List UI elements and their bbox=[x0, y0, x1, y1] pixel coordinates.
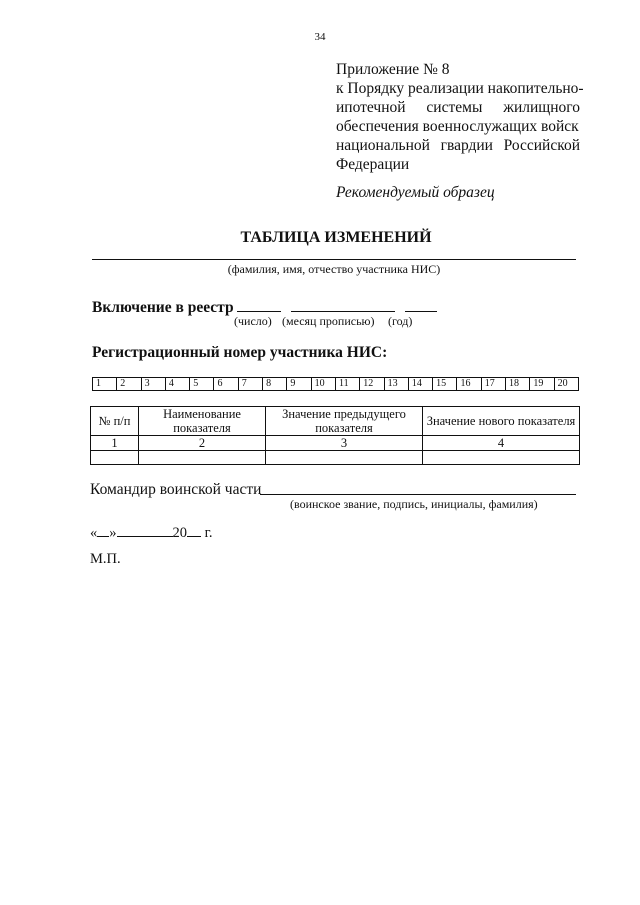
digit-cell[interactable]: 18 bbox=[506, 378, 530, 391]
table-cell[interactable] bbox=[139, 451, 266, 465]
digit-cell[interactable]: 16 bbox=[457, 378, 481, 391]
appendix-number: Приложение № 8 bbox=[336, 61, 450, 78]
registry-month-caption: (месяц прописью) bbox=[282, 314, 375, 328]
digit-cell[interactable]: 2 bbox=[117, 378, 141, 391]
date-open-quote: « bbox=[90, 525, 98, 541]
page-number: 34 bbox=[314, 31, 326, 43]
commander-signature-field[interactable] bbox=[260, 494, 576, 495]
appendix-line-1: к Порядку реализации накопительно- bbox=[336, 80, 584, 97]
header-indicator-name: Наименование показателя bbox=[139, 407, 266, 436]
digit-cell[interactable]: 12 bbox=[360, 378, 384, 391]
sample-label: Рекомендуемый образец bbox=[336, 184, 495, 201]
header-previous-value: Значение предыдущего показателя bbox=[266, 407, 423, 436]
digit-cell[interactable]: 5 bbox=[190, 378, 214, 391]
digit-cell[interactable]: 13 bbox=[384, 378, 408, 391]
column-number: 3 bbox=[266, 436, 423, 451]
appendix-line-4: национальной гвардии Российской bbox=[336, 137, 580, 154]
column-number: 1 bbox=[91, 436, 139, 451]
digit-cell[interactable]: 4 bbox=[165, 378, 189, 391]
digit-cell[interactable]: 3 bbox=[141, 378, 165, 391]
header-new-value: Значение нового показателя bbox=[423, 407, 580, 436]
date-day-field[interactable] bbox=[97, 522, 109, 537]
digit-cell[interactable]: 11 bbox=[335, 378, 359, 391]
digit-cell[interactable]: 7 bbox=[238, 378, 262, 391]
date-year-prefix: 20 bbox=[172, 525, 187, 541]
table-cell[interactable] bbox=[266, 451, 423, 465]
date-year-suffix: г. bbox=[204, 525, 213, 541]
date-close-quote: » bbox=[109, 525, 117, 541]
participant-name-field[interactable] bbox=[92, 259, 576, 260]
document-title: ТАБЛИЦА ИЗМЕНЕНИЙ bbox=[240, 229, 432, 246]
column-number: 2 bbox=[139, 436, 266, 451]
changes-table bbox=[90, 406, 580, 465]
table-cell[interactable] bbox=[423, 451, 580, 465]
digit-cell[interactable]: 10 bbox=[311, 378, 335, 391]
digit-cell[interactable]: 15 bbox=[433, 378, 457, 391]
date-year-field[interactable] bbox=[187, 522, 201, 537]
digit-cell[interactable]: 19 bbox=[530, 378, 554, 391]
participant-name-caption: (фамилия, имя, отчество участника НИС) bbox=[227, 262, 441, 276]
digit-cell[interactable]: 14 bbox=[408, 378, 432, 391]
registry-year-field[interactable] bbox=[405, 297, 437, 312]
registry-year-caption: (год) bbox=[388, 314, 413, 328]
digit-cell[interactable]: 17 bbox=[481, 378, 505, 391]
digit-cell[interactable]: 6 bbox=[214, 378, 238, 391]
registry-day-caption: (число) bbox=[234, 314, 272, 328]
registry-label: Включение в реестр bbox=[92, 299, 234, 316]
column-number: 4 bbox=[423, 436, 580, 451]
date-month-field[interactable] bbox=[117, 522, 173, 537]
digit-cell[interactable]: 8 bbox=[263, 378, 287, 391]
appendix-header bbox=[336, 60, 584, 174]
header-row-number: № п/п bbox=[91, 407, 139, 436]
appendix-line-2: ипотечной системы жилищного bbox=[336, 99, 580, 116]
digit-cell[interactable]: 1 bbox=[93, 378, 117, 391]
registry-day-field[interactable] bbox=[237, 297, 281, 312]
registration-number-label: Регистрационный номер участника НИС: bbox=[92, 344, 388, 361]
digit-cell[interactable]: 9 bbox=[287, 378, 311, 391]
appendix-line-5: Федерации bbox=[336, 156, 410, 173]
registration-number-grid bbox=[92, 377, 579, 391]
stamp-label: М.П. bbox=[90, 551, 121, 567]
appendix-line-3: обеспечения военнослужащих войск bbox=[336, 118, 579, 135]
registry-month-field[interactable] bbox=[291, 297, 395, 312]
commander-label: Командир воинской части bbox=[90, 481, 262, 498]
date-line bbox=[90, 522, 213, 542]
digit-cell[interactable]: 20 bbox=[554, 378, 578, 391]
commander-caption: (воинское звание, подпись, инициалы, фамилия) bbox=[290, 497, 538, 511]
table-cell[interactable] bbox=[91, 451, 139, 465]
